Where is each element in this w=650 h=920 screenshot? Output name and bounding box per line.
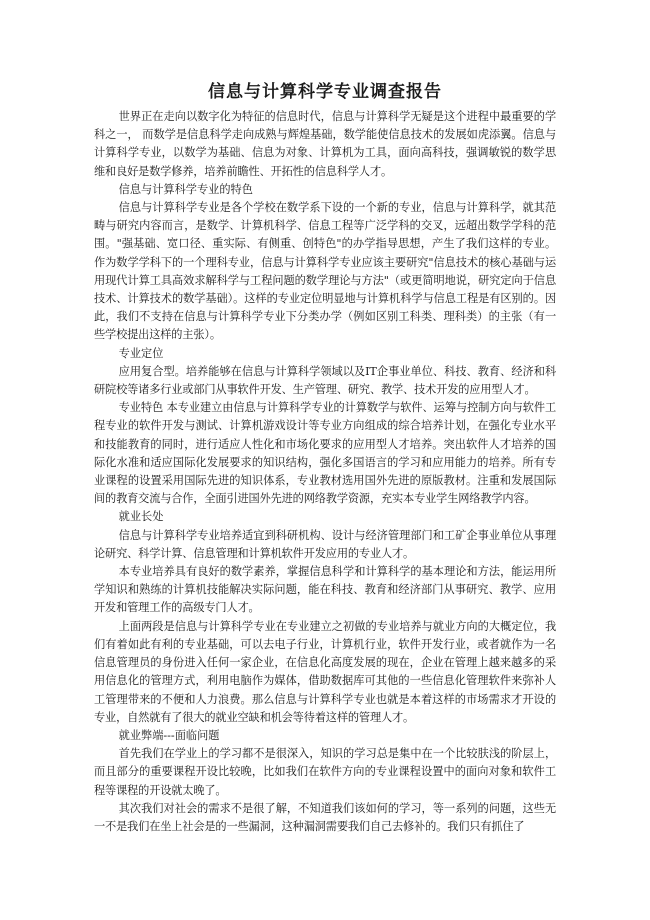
paragraph-features: 信息与计算科学专业是各个学校在数学系下设的一个新的专业，信息与计算科学，就其范畴与研究内容而言，是数学、计算机科学、信息工程等广泛学科的交叉，远超出数学学科的范围。"强基础、宽口径、重实际、有侧重、创特色"的办学指导思想，产生了我们这样的专业。作为数学学科下的一个理科专业，信息与计算科学专业应该主要研究"信息技术的核心基础与运用现代计算工具高效求解科学与工程问题的数学理论与方法"（或更简明地说，研究定向于信息技术、计算技术的数学基础）。这样的专业定位明显地与计算机科学与信息工程是有区别的。因此，我们不支持在信息与计算科学专业下分类办学（例如区别工科类、理科类）的主张（有一些学校提出这样的主张）。 [94, 201, 556, 342]
document-body [94, 108, 556, 836]
paragraph-problems-1: 首先我们在学业上的学习都不是很深入，知识的学习总是集中在一个比较肤浅的阶层上，而且部分的重要课程开设比较晚，比如我们在软件方向的专业课程设置中的面向对象和软件工程等课程的开设就太晚了。 [94, 747, 556, 797]
paragraph-problems-2: 其次我们对社会的需求不是很了解，不知道我们该如何的学习，等一系列的问题，这些无一不是我们在坐上社会是的一些漏洞，这种漏洞需要我们自己去修补的。我们只有抓住了 [94, 801, 556, 833]
section-heading-employment-strengths: 就业长处 [118, 510, 164, 524]
paragraph-employment-3: 上面两段是信息与计算科学专业在专业建立之初做的专业培养与就业方向的大概定位，我们有着如此有利的专业基础，可以去电子行业，计算机行业，软件开发行业，或者就作为一名信息管理员的身份进入任何一家企业，在信息化高度发展的现在，企业在管理上越来越多的采用信息化的管理方式，利用电脑作为媒体，借助数据库可其他的一些信息化管理软件来弥补人工管理带来的不便和人力浪费。那么信息与计算科学专业也就是本着这样的市场需求才开设的专业，自然就有了很大的就业空缺和机会等待着这样的管理人才。 [94, 619, 556, 724]
section-heading-features: 信息与计算科学专业的特色 [118, 182, 253, 196]
document-title: 信息与计算科学专业调查报告 [208, 82, 442, 102]
paragraph-employment-2: 本专业培养具有良好的数学素养，掌握信息科学和计算科学的基本理论和方法，能运用所学知识和熟练的计算机技能解决实际问题，能在科技、教育和经济部门从事研究、教学、应用开发和管理工作的高级专门人才。 [94, 565, 556, 615]
paragraph-intro: 世界正在走向以数字化为特征的信息时代，信息与计算科学无疑是这个进程中最重要的学科之一， 而数学是信息科学走向成熟与辉煌基础，数学能使信息技术的发展如虎添翼。信息与计算科学专业，以数学为基础、信息为对象、计算机为工具，面向高科技，强调敏锐的数学思维和良好是数学修养，培养前瞻性、开拓性的信息科学人才。 [94, 110, 556, 178]
paragraph-employment-1: 信息与计算科学专业培养适宜到科研机构、设计与经济管理部门和工矿企事业单位从事理论研究、科学计算、信息管理和计算机软件开发应用的专业人才。 [94, 528, 556, 560]
section-heading-employment-problems: 就业弊端---面临问题 [118, 728, 220, 742]
section-heading-positioning: 专业定位 [118, 346, 164, 360]
paragraph-positioning: 应用复合型。培养能够在信息与计算科学领域以及IT企事业单位、科技、教育、经济和科研院校等诸多行业或部门从事软件开发、生产管理、研究、教学、技术开发的应用型人才。 [94, 364, 556, 397]
paragraph-specialty: 专业特色 本专业建立由信息与计算科学专业的计算数学与软件、运筹与控制方向与软件工程专业的软件开发与测试、计算机游戏设计等专业方向组成的综合培养计划，在强化专业水平和技能教育的同时，进行适应人性化和市场化要求的应用型人才培养。突出软件人才培养的国际化水准和适应国际化发展要求的知识结构，强化多国语言的学习和应用能力的培养。所有专业课程的设置采用国际先进的知识体系，专业教材选用国外先进的原版教材。注重和发展国际间的教育交流与合作，全面引进国外先进的网络教学资源，充实本专业学生网络教学内容。 [94, 401, 556, 506]
